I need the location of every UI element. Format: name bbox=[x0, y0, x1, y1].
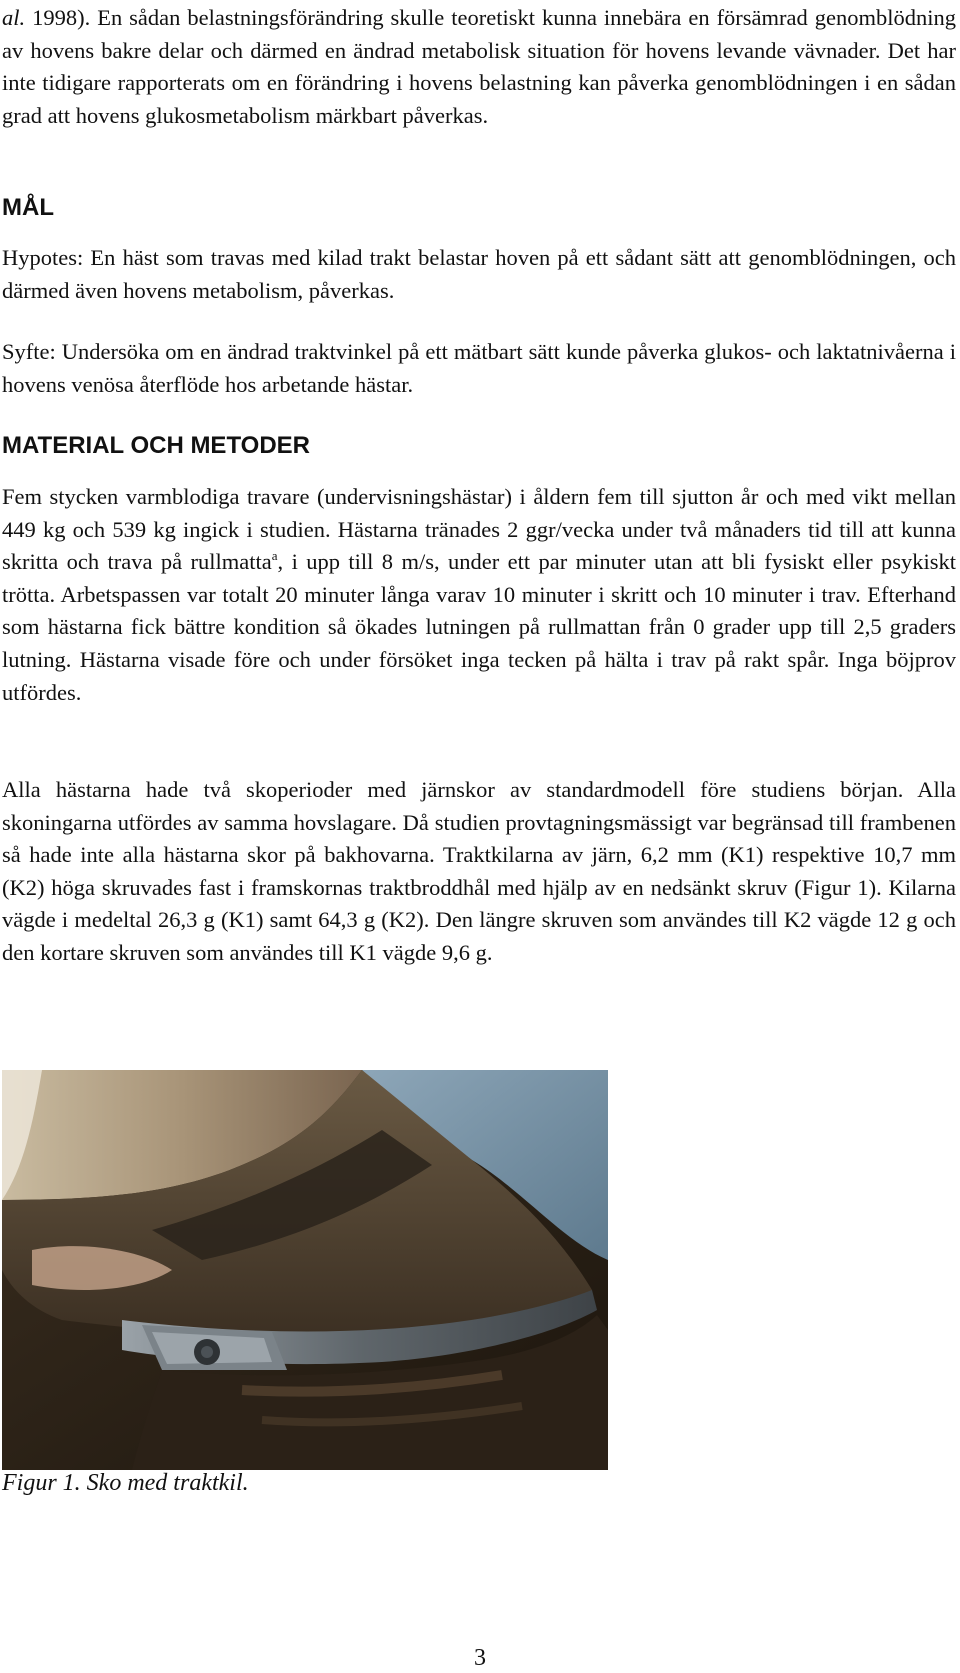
paragraph-material-text-1: Fem stycken varmblodiga travare (undervisningshästar) i åldern fem till sjutton år och med vikt mellan 449 kg och 539 kg ingick i studien. Hästarna tränades 2 ggr/vecka under två månaders tid till att kunna skritta och trava på rullmatta bbox=[2, 484, 956, 575]
citation-lead: al. bbox=[2, 5, 26, 30]
paragraph-intro-text: 1998). En sådan belastningsförändring skulle teoretiskt kunna innebära en försämrad genomblödning av hovens bakre delar och därmed en ändrad metabolisk situation för hovens levande vävnader. Det har inte tidigare rapporterats om en förändring i hovens belastning kan påverka genomblödningen i en sådan grad att hovens glukosmetabolism märkbart påverkas. bbox=[2, 5, 956, 128]
paragraph-syfte: Syfte: Undersöka om en ändrad traktvinkel på ett mätbart sätt kunde påverka glukos- och laktatnivåerna i hovens venösa återflöde hos arbetande hästar. bbox=[2, 339, 956, 397]
paragraph-material bbox=[2, 481, 956, 709]
page-number: 3 bbox=[474, 1645, 486, 1671]
hoof-photo-illustration bbox=[2, 1070, 608, 1470]
paragraph-hypotes: Hypotes: En häst som travas med kilad trakt belastar hoven på ett sådant sätt att genomblödningen, och därmed även hovens metabolism, påverkas. bbox=[2, 245, 956, 303]
figure-photo-hoof-with-wedge bbox=[2, 1070, 608, 1470]
heading-mal: MÅL bbox=[2, 194, 54, 221]
paragraph-material-text-2: , i upp till 8 m/s, under ett par minuter utan att bli fysiskt eller psykiskt trötta. Arbetspassen var totalt 20 minuter långa varav 10 minuter i skritt och 10 minuter i trav. Efterhand som hästarna fick bättre kondition så ökades lutningen på rullmattan från 0 grader upp till 2,5 graders lutning. Hästarna visade före och under försöket inga tecken på hälta i trav på rakt spår. Inga böjprov utfördes. bbox=[2, 549, 956, 705]
paragraph-skor: Alla hästarna hade två skoperioder med järnskor av standardmodell före studiens början. Alla skoningarna utfördes av samma hovslagare. Då studien provtagningsmässigt var begränsad till frambenen så hade inte alla hästarna skor på bakhovarna. Traktkilarna av järn, 6,2 mm (K1) respektive 10,7 mm (K2) höga skruvades fast i framskornas traktbroddhål med hjälp av en nedsänkt skruv (Figur 1). Kilarna vägde i medeltal 26,3 g (K1) samt 64,3 g (K2). Den längre skruven som användes till K2 vägde 12 g och den kortare skruven som användes till K1 vägde 9,6 g. bbox=[2, 777, 956, 965]
figure-caption: Figur 1. Sko med traktkil. bbox=[2, 1470, 249, 1496]
paragraph-intro bbox=[2, 2, 956, 132]
heading-material-och-metoder: MATERIAL OCH METODER bbox=[2, 432, 311, 459]
footnote-marker: a bbox=[271, 548, 278, 564]
